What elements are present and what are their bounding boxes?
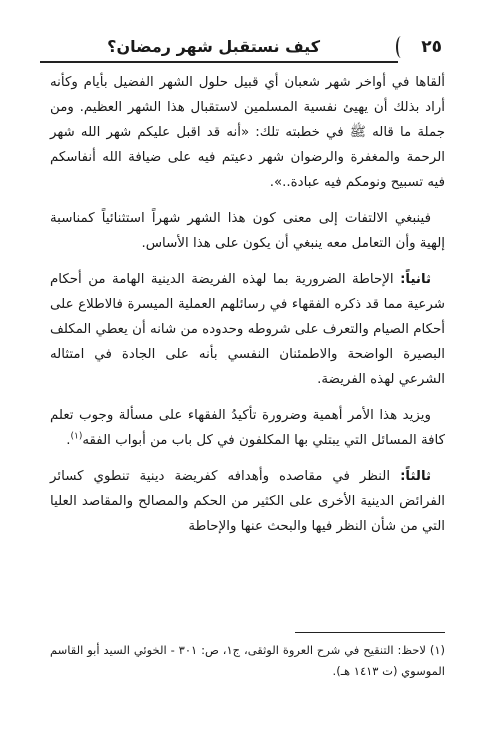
page-header (40, 34, 450, 64)
paragraph-text: فينبغي الالتفات إلى معنى كون هذا الشهر شهراً استثنائياً كمناسبة إلهية وأن التعامل معه ينبغي أن يكون على هذا الأساس. (50, 211, 445, 251)
main-text (50, 70, 445, 550)
paragraph-text: ويزيد هذا الأمر أهمية وضرورة تأكيدُ الفقهاء على مسألة وجوب تعلم كافة المسائل التي يبتلي بها المكلفون في كل باب من أبواب الفقه (50, 408, 445, 448)
footnote-rule (295, 632, 445, 633)
paragraph (50, 464, 445, 539)
footnote-reference[interactable]: (١) (70, 431, 83, 442)
running-title: كيف نستقبل شهر رمضان؟ (107, 37, 320, 56)
paragraph (50, 403, 445, 453)
footnotes (50, 640, 445, 682)
paragraph (50, 70, 445, 195)
paragraph-text: الإحاطة الضرورية بما لهذه الفريضة الدينية الهامة من أحكام شرعية مما قد ذكره الفقهاء في رسائلهم العملية الميسرة فالاطلاع على أحكام الصيام والتعرف على شروطه وحدوده من شانه أن يعطي المكلف البصيرة الواضحة والاطمئنان النفسي بأنه على الجادة في امتثاله الشرعي لهذه الفريضة. (50, 272, 445, 387)
paragraph-text: النظر في مقاصده وأهدافه كفريضة دينية تنطوي كسائر الفرائض الدينية الأخرى على الكثير من الحكم والمصالح والمقاصد العليا التي من شأن النظر فيها والبحث عنها والإحاطة (50, 469, 445, 534)
paragraph-lead: ثالثاً: (400, 469, 431, 484)
paragraph-lead: ثانياً: (400, 272, 431, 287)
paragraph-tail: . (66, 433, 71, 448)
header-bracket-ornament (396, 36, 406, 58)
paragraph-text: ألقاها في أواخر شهر شعبان أي قبيل حلول الشهر الفضيل بأيام وكأنه أراد بذلك أن يهيئ نفسية المسلمين لاستقبال هذا الشهر العظيم. ومن جملة ما قاله ﷺ في خطبته تلك: «أنه قد اقبل عليكم شهر الله شهر الرحمة والمغفرة والرضوان شهر دعيتم فيه على ضيافة الله أنفاسكم فيه تسبيح ونومكم فيه عبادة..». (50, 75, 445, 190)
header-rule (40, 61, 398, 63)
paragraph (50, 267, 445, 392)
paragraph (50, 206, 445, 256)
page-number: ٢٥ (421, 37, 442, 57)
footnote: (١) لاحظ: التنقيح في شرح العروة الوثقى، ج١، ص: ٣٠١ - الخوئي السيد أبو القاسم الموسوي (ت ١٤١٣ هـ). (50, 643, 445, 678)
